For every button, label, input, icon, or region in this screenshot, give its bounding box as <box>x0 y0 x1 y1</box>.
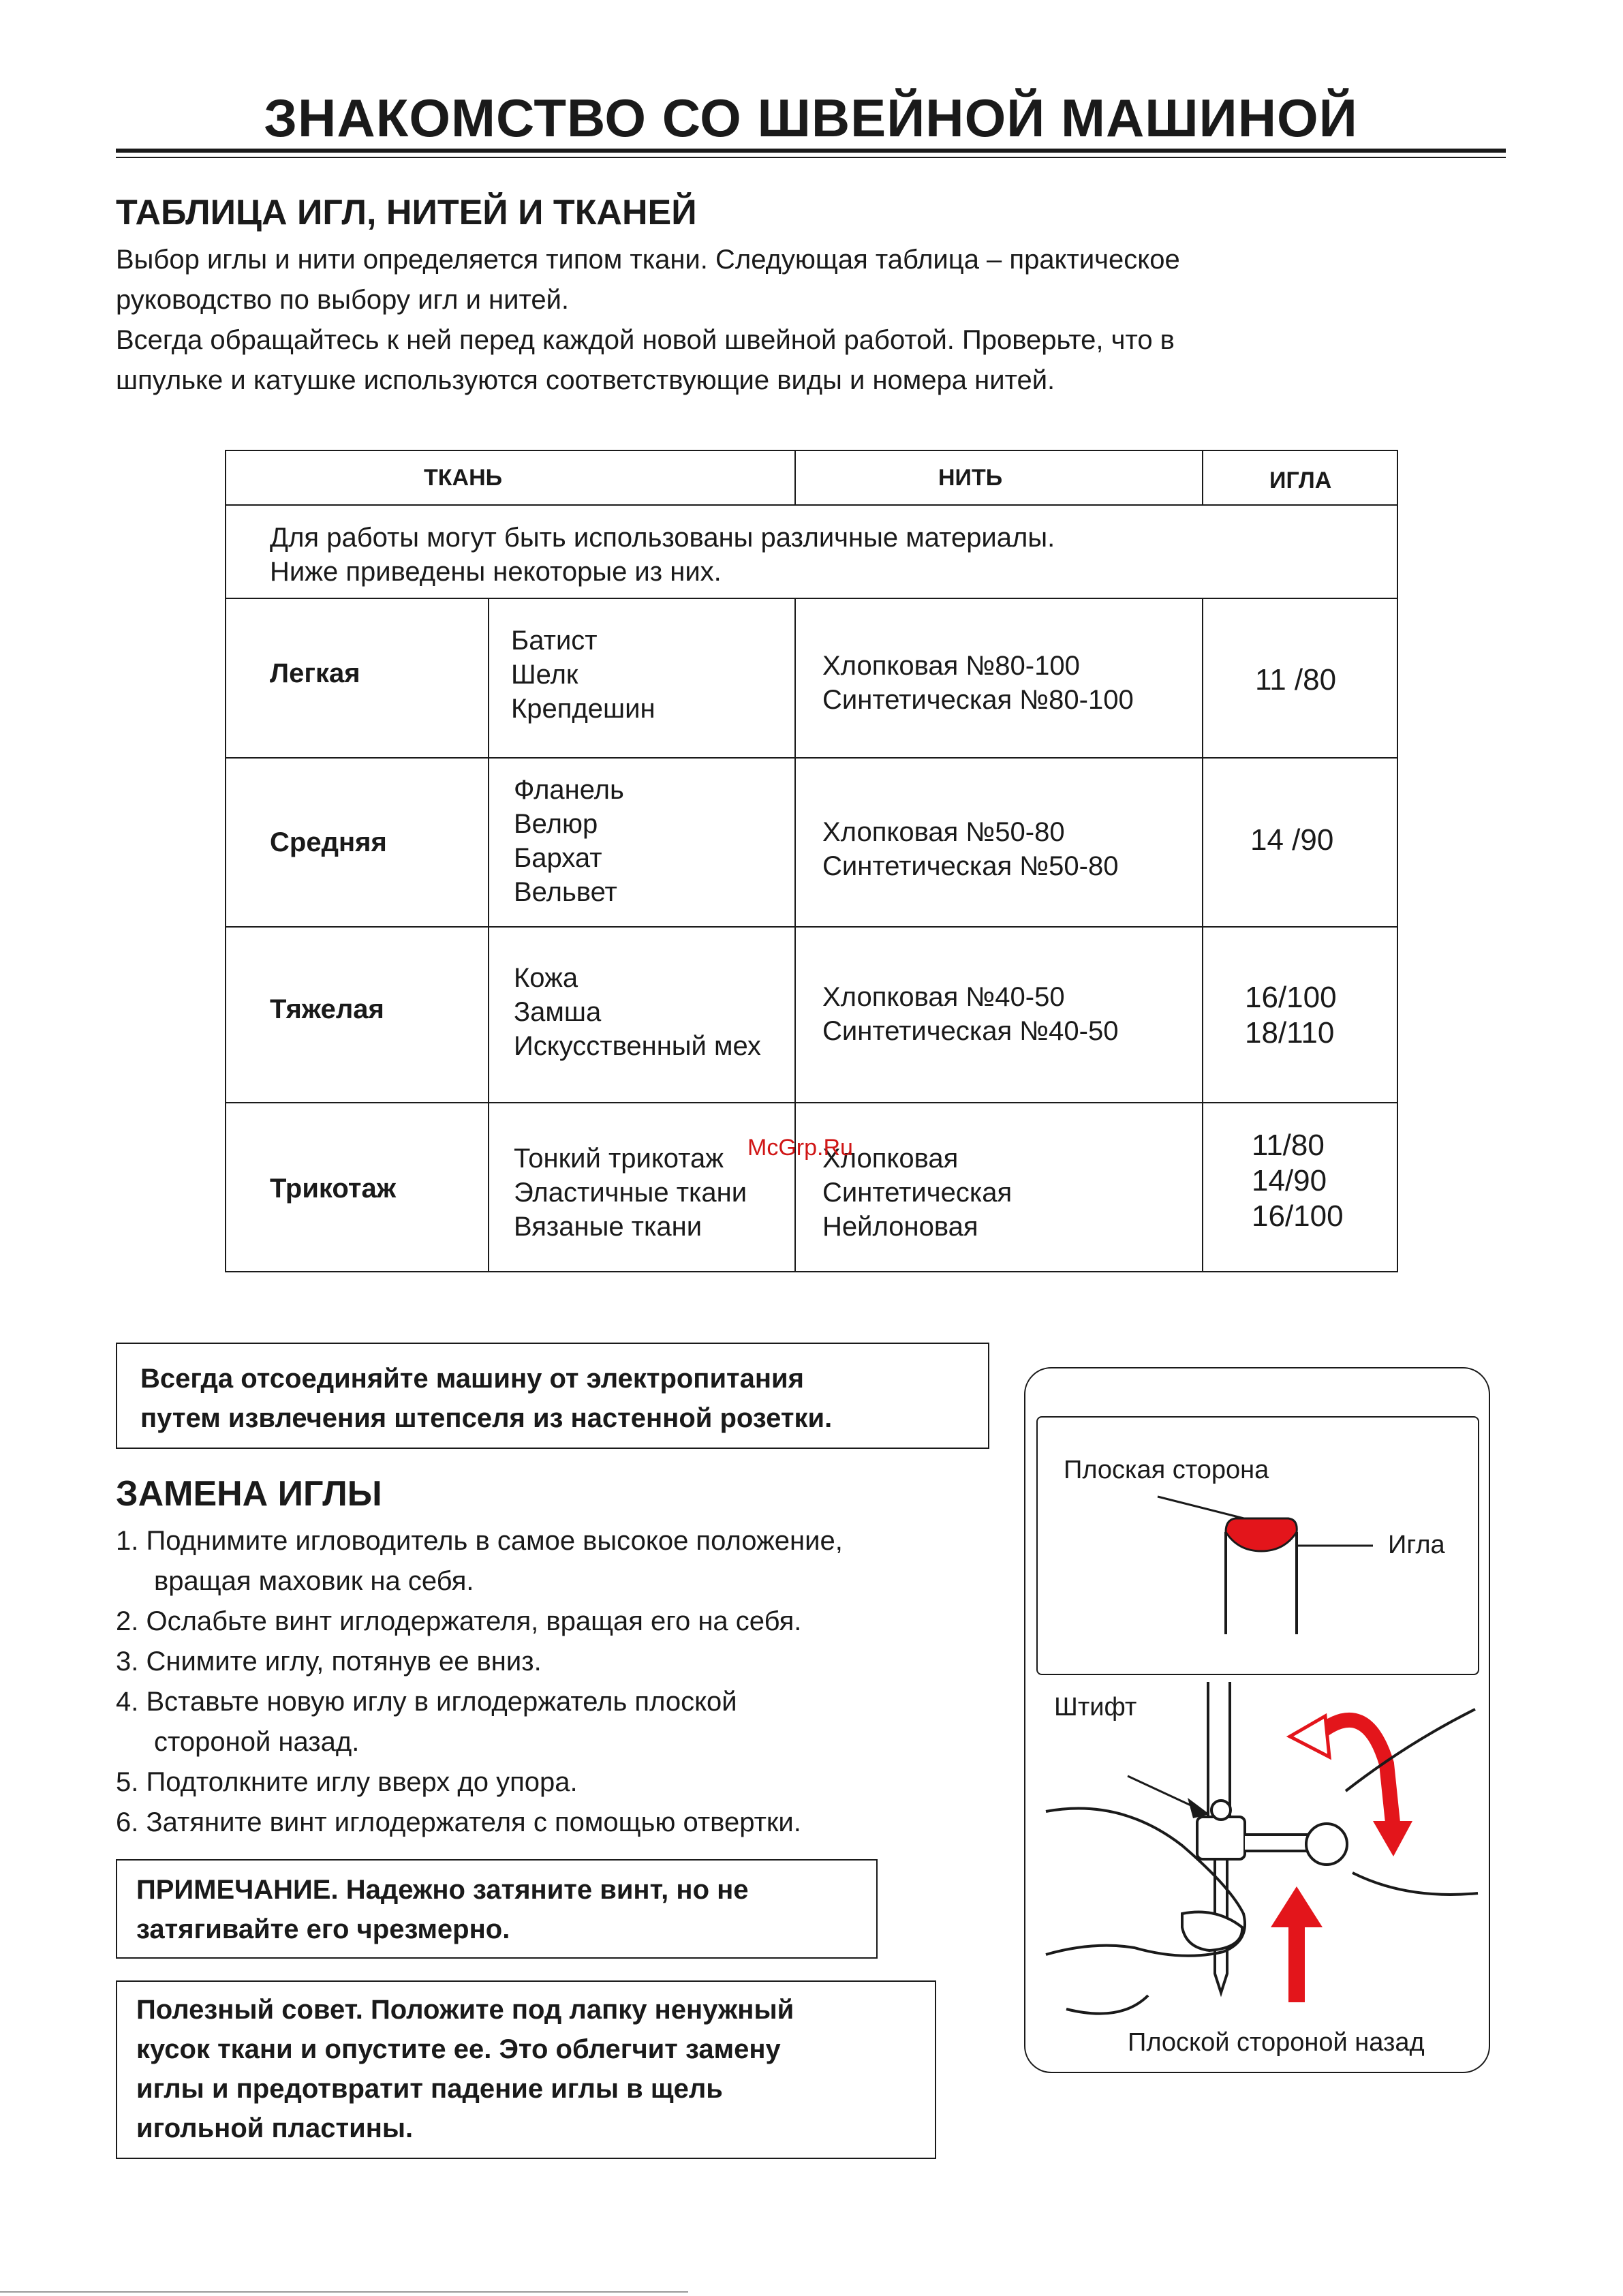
category-medium: Средняя <box>270 827 387 857</box>
step-item: стороной назад. <box>154 1727 360 1757</box>
table-divider <box>226 757 1397 759</box>
fabric-item: Кожа <box>514 963 578 993</box>
needle-item: 11/80 <box>1252 1129 1325 1162</box>
step-item: 3. Снимите иглу, потянув ее вниз. <box>116 1647 542 1677</box>
thread-item: Синтетическая №50-80 <box>822 851 1119 881</box>
thread-item: Синтетическая №80-100 <box>822 685 1134 715</box>
tip-line: Полезный совет. Положите под лапку ненужный <box>136 1995 794 2025</box>
table-divider <box>226 926 1397 928</box>
needle-label: Игла <box>1388 1531 1445 1559</box>
intro-line: шпульке и катушке используются соответствующие виды и номера нитей. <box>116 365 1055 395</box>
needle-list <box>1255 662 1336 698</box>
pin-label: Штифт <box>1054 1693 1137 1721</box>
left-fingertip <box>1182 1912 1242 1951</box>
illustration-caption: Плоской стороной назад <box>1128 2028 1425 2057</box>
table-divider <box>1202 451 1203 504</box>
pin-arrowhead <box>1188 1798 1209 1818</box>
steps-list <box>116 1521 1002 1843</box>
header-needle: ИГЛА <box>1269 468 1332 493</box>
step-item: 5. Подтолкните иглу вверх до упора. <box>116 1767 578 1797</box>
category-heavy: Тяжелая <box>270 994 384 1024</box>
intro-line: Всегда обращайтесь к ней перед каждой новой швейной работой. Проверьте, что в <box>116 325 1175 355</box>
flat-side-label: Плоская сторона <box>1064 1456 1269 1484</box>
section-heading-needle-change: ЗАМЕНА ИГЛЫ <box>116 1474 382 1514</box>
warning-line: путем извлечения штепселя из настенной розетки. <box>140 1403 833 1433</box>
fabric-item: Вязаные ткани <box>514 1212 702 1242</box>
thread-item: Синтетическая <box>822 1178 1013 1208</box>
needle-item: 18/110 <box>1245 1016 1335 1050</box>
table-divider <box>226 1102 1397 1103</box>
fabric-item: Шелк <box>511 660 578 690</box>
fabric-list <box>514 961 761 1063</box>
note-line: затягивайте его чрезмерно. <box>136 1914 510 1944</box>
needle-clamp <box>1197 1817 1245 1859</box>
fabric-item: Искусственный мех <box>514 1031 761 1061</box>
footer-rule <box>0 2291 688 2293</box>
tip-text <box>117 1982 935 2148</box>
thread-list <box>822 649 1134 717</box>
warning-text <box>117 1344 988 1438</box>
title-rule <box>116 149 1506 153</box>
fabric-list <box>511 624 655 726</box>
category-knit: Трикотаж <box>270 1174 397 1204</box>
needle-item: 14 /90 <box>1250 823 1334 857</box>
screw-knob <box>1306 1824 1347 1865</box>
table-divider <box>488 598 489 1272</box>
right-hand <box>1346 1709 1478 1895</box>
header-fabric: ТКАНЬ <box>424 465 503 491</box>
fabric-item: Фланель <box>514 775 624 805</box>
thread-item: Хлопковая <box>822 1144 959 1174</box>
intro-line: Выбор иглы и нити определяется типом ткани. Следующая таблица – практическое <box>116 245 1180 275</box>
note-box <box>116 1859 878 1959</box>
fabric-list <box>514 1142 747 1244</box>
rotate-arrow-body <box>1318 1720 1393 1829</box>
needle-item: 16/100 <box>1252 1199 1344 1233</box>
fabric-item: Эластичные ткани <box>514 1178 747 1208</box>
step-item: 1. Поднимите игловодитель в самое высокое положение, <box>116 1526 843 1556</box>
left-hand-lower <box>1066 1995 1148 2014</box>
fabric-item: Бархат <box>514 843 602 873</box>
illustration-panel <box>1024 1367 1490 2073</box>
thread-item: Нейлоновая <box>822 1212 978 1242</box>
header-thread: НИТЬ <box>938 465 1003 491</box>
tip-line: игольной пластины. <box>136 2113 414 2143</box>
clamp-screw <box>1245 1835 1312 1851</box>
warning-line: Всегда отсоединяйте машину от электропитания <box>140 1364 804 1394</box>
needle-item: 11 /80 <box>1255 663 1337 697</box>
intro-text <box>116 240 1479 401</box>
table-divider <box>1202 598 1203 1272</box>
thread-item: Синтетическая №40-50 <box>822 1016 1119 1046</box>
table-divider <box>226 598 1397 599</box>
step-item: 6. Затяните винт иглодержателя с помощью отвертки. <box>116 1807 801 1837</box>
needle-flat-side-icon <box>1226 1518 1297 1551</box>
note-line: ПРИМЕЧАНИЕ. Надежно затяните винт, но не <box>136 1875 749 1905</box>
fabric-item: Крепдешин <box>511 694 655 724</box>
watermark: McGrp.Ru <box>747 1135 853 1161</box>
category-light: Легкая <box>270 658 360 688</box>
page-title: ЗНАКОМСТВО СО ШВЕЙНОЙ МАШИНОЙ <box>264 88 1358 148</box>
step-item: 2. Ослабьте винт иглодержателя, вращая его на себя. <box>116 1606 802 1636</box>
table-divider <box>794 451 796 504</box>
needle-detail-box <box>1036 1416 1479 1675</box>
thread-item: Хлопковая №80-100 <box>822 651 1080 681</box>
fabric-item: Велюр <box>514 809 598 839</box>
needle-thread-fabric-table <box>225 450 1398 1272</box>
needle-list <box>1245 980 1337 1051</box>
tip-box <box>116 1980 936 2159</box>
rotate-outline-arrow-icon <box>1290 1716 1329 1757</box>
warning-box <box>116 1343 989 1449</box>
step-item: 4. Вставьте новую иглу в иглодержатель плоской <box>116 1687 737 1717</box>
fabric-item: Замша <box>514 997 602 1027</box>
fabric-item: Батист <box>511 626 598 656</box>
fabric-list <box>514 773 624 909</box>
tip-line: иглы и предотвратит падение иглы в щель <box>136 2074 723 2104</box>
table-divider <box>794 598 796 1272</box>
clamp-pin <box>1211 1801 1231 1820</box>
table-note-line: Ниже приведены некоторые из них. <box>270 557 722 587</box>
table-divider <box>226 504 1397 506</box>
table-note-line: Для работы могут быть использованы различные материалы. <box>270 523 1055 553</box>
push-up-arrow-shaft <box>1288 1920 1305 2002</box>
tip-line: кусок ткани и опустите ее. Это облегчит замену <box>136 2034 781 2064</box>
table-note <box>270 521 1055 589</box>
needle-list <box>1252 1128 1344 1234</box>
title-rule-thin <box>116 157 1506 158</box>
section-heading-table: ТАБЛИЦА ИГЛ, НИТЕЙ И ТКАНЕЙ <box>116 193 697 232</box>
step-item: вращая маховик на себя. <box>154 1566 474 1596</box>
needle-item: 14/90 <box>1252 1164 1327 1197</box>
needle-item: 16/100 <box>1245 981 1337 1014</box>
fabric-item: Вельвет <box>514 877 617 907</box>
thread-item: Хлопковая №50-80 <box>822 817 1065 847</box>
thread-list <box>822 980 1118 1048</box>
note-text <box>117 1861 876 1949</box>
thread-item: Хлопковая №40-50 <box>822 982 1065 1012</box>
rotate-arrow-icon <box>1373 1821 1412 1856</box>
needle-list <box>1250 823 1333 858</box>
fabric-item: Тонкий трикотаж <box>514 1144 724 1174</box>
intro-line: руководство по выбору игл и нитей. <box>116 285 570 315</box>
thread-list <box>822 815 1118 883</box>
push-up-arrow-icon <box>1271 1886 1323 1927</box>
